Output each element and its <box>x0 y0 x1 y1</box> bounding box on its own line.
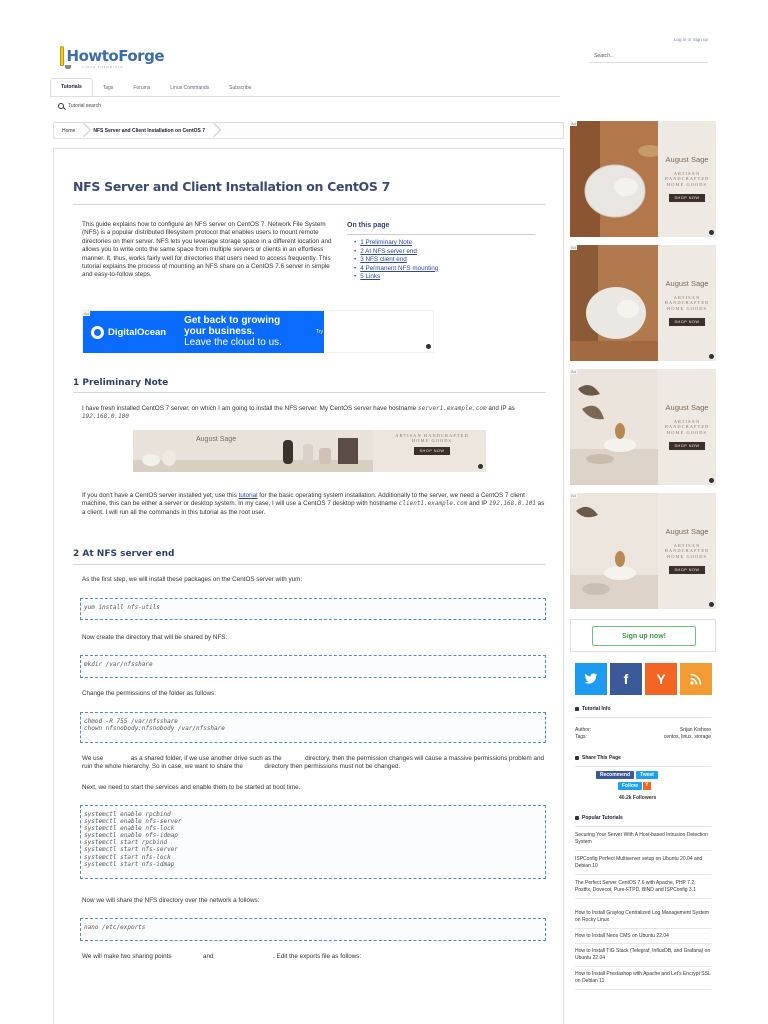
server-step-3-text: Change the permissions of the folder as follows: <box>82 690 217 697</box>
pin-icon <box>575 816 579 820</box>
ad-line-1: Get back to growing <box>184 315 281 326</box>
breadcrumb-home[interactable]: Home <box>54 128 85 134</box>
logo-tagline: LINUX TUTORIALS <box>82 65 124 69</box>
share-buttons <box>596 771 658 779</box>
ad-info-icon[interactable] <box>709 602 714 607</box>
text: If you don't have a CentOS server installed yet, use this <box>82 492 237 499</box>
text: and <box>202 953 214 960</box>
ad-try-button[interactable]: Try <box>316 311 324 353</box>
toc-link-preliminary-note[interactable]: 1 Preliminary Note <box>360 239 413 246</box>
popular-item[interactable]: How to Install Neos CMS on Ubuntu 22.04 <box>575 933 711 944</box>
ad-message <box>184 315 282 349</box>
sage-tagline: ARTISAN HANDCRAFTED HOME GOODS <box>664 295 710 311</box>
popular-item[interactable]: How to Install Prestashop with Apache and Let's Encrypt SSL on Debian 11 <box>575 971 711 990</box>
digitalocean-brand: DigitalOcean <box>108 326 167 338</box>
nav-divider <box>50 96 560 97</box>
ycombinator-button[interactable] <box>645 663 677 695</box>
product-photo <box>570 121 658 237</box>
panel-divider <box>575 766 711 767</box>
ad-info-icon[interactable] <box>426 344 431 349</box>
popular-item[interactable]: ISPConfig Perfect Multiserver setup on Ubuntu 20.04 and Debian 10 <box>575 856 711 875</box>
ad-info-icon[interactable] <box>478 464 483 469</box>
popular-heading <box>575 815 623 821</box>
followers-count: 40.2k Followers <box>619 795 657 801</box>
code-block-systemctl[interactable]: systemctl enable rpcbind systemctl enable nfs-server systemctl enable nfs-lock systemctl enable nfs-idmap systemctl start rpcbind systemctl start nfs-server systemctl start nfs-lock systemctl start nfs-idmap <box>80 805 546 879</box>
shop-now-button[interactable]: SHOP NOW <box>669 194 704 202</box>
ad-label: Ad <box>571 369 576 374</box>
tutorial-search-label: Tutorial search <box>68 103 101 109</box>
sage-brand-name: August Sage <box>665 155 709 164</box>
tab-tags[interactable]: Tags <box>102 85 114 91</box>
server-step-2-text: Now create the directory that will be shared by NFS: <box>82 634 228 641</box>
pin-icon <box>575 707 579 711</box>
shop-now-button[interactable]: SHOP NOW <box>669 442 704 450</box>
sage-banner-copy <box>393 433 471 455</box>
sage-brand-name: August Sage <box>665 527 709 536</box>
ad-info-icon[interactable] <box>709 230 714 235</box>
tutorial-info-heading <box>575 706 611 712</box>
search-icon <box>58 103 64 109</box>
author-label: Author: <box>575 727 592 733</box>
text: We will make two sharing points <box>82 953 172 960</box>
follow-row <box>618 782 651 790</box>
text: as a shared folder, if we use another drive such as the <box>130 755 282 762</box>
product-photo <box>570 369 658 485</box>
server-ip: 192.168.0.100 <box>82 413 129 421</box>
twitter-button[interactable] <box>575 663 607 695</box>
tab-subscribe[interactable]: Subscribe <box>229 85 252 91</box>
tags-value[interactable]: centos, linux, storage <box>663 734 711 740</box>
sage-brand-name: August Sage <box>665 403 709 412</box>
shop-now-button[interactable]: SHOP NOW <box>669 566 704 574</box>
product-photo <box>570 493 658 609</box>
toc-link-links[interactable]: 5 Links <box>360 273 381 281</box>
heading-nfs-server-end: 2 At NFS server end <box>73 549 175 559</box>
ad-info-icon[interactable] <box>709 354 714 359</box>
ad-banner[interactable] <box>83 311 316 353</box>
toc-title: On this page <box>347 222 390 229</box>
toc-link-nfs-server-end[interactable]: 2 At NFS server end <box>360 247 417 255</box>
preliminary-paragraph-1 <box>82 405 546 422</box>
tutorial-search-link[interactable] <box>58 103 101 109</box>
ad-label: Ad <box>84 311 89 316</box>
ad-line-3: Leave the cloud to us. <box>184 337 282 348</box>
ycombinator-icon[interactable]: Y <box>643 782 651 790</box>
code-block-mkdir[interactable]: mkdir /var/nfsshare <box>80 655 546 678</box>
code-block-exports[interactable]: nano /etc/exports <box>80 918 546 941</box>
server-step-4-text <box>82 755 546 772</box>
ad-label: Ad <box>571 493 576 498</box>
text: as a client. I will run all the commands in this tutorial as the root user. <box>82 500 545 516</box>
digitalocean-icon <box>91 326 104 339</box>
popular-title: Popular Tutorials <box>582 815 623 821</box>
digitalocean-ad[interactable] <box>82 310 434 353</box>
breadcrumb <box>53 122 564 139</box>
login-link[interactable]: Log in or Sign up <box>673 37 708 42</box>
tweet-button[interactable]: Tweet <box>636 771 658 779</box>
sidebar-ad-1[interactable] <box>570 121 716 237</box>
ad-copy <box>658 493 716 574</box>
ad-copy <box>658 245 716 326</box>
ad-info-icon[interactable] <box>709 478 714 483</box>
signup-button[interactable]: Sign up now! <box>592 626 696 646</box>
text: and IP as <box>488 405 515 412</box>
ad-copy <box>658 369 716 450</box>
toc-link-permanent-mounting[interactable]: 4 Permanent NFS mounting <box>360 264 439 272</box>
share-title: Share This Page <box>582 755 621 761</box>
text: for the basic operating system installation. Additionally to the server, we need a CentOS 7 client machine, this can be either a server or desktop system. In my case, I will use a CentOS 7 desktop with hostname <box>82 492 525 508</box>
rss-button[interactable] <box>680 663 712 695</box>
august-sage-banner-ad[interactable] <box>133 430 486 472</box>
section-divider <box>73 564 546 565</box>
social-links <box>575 663 712 695</box>
facebook-recommend-button[interactable]: Recommend <box>596 771 634 779</box>
server-step-7-text <box>82 953 361 961</box>
text: directory then permissions must not be changed. <box>264 763 401 771</box>
tags-label: Tags: <box>575 734 587 740</box>
toc-item[interactable] <box>354 248 438 257</box>
sage-tagline: ARTISAN HANDCRAFTED HOME GOODS <box>664 419 710 435</box>
toc-item[interactable] <box>354 239 438 248</box>
intro-paragraph: This guide explains how to configure an NFS server on CentOS 7. Network File System (NFS) is a popular distributed filesystem protocol that enables users to mount remote directories on their server. NFS lets you leverage storage space in a different location and allows you to write onto the same space from multiple servers or clients in an effortless manner. It, thus, works fairly well for directories that users need to access frequently. This tutorial explains the process of mounting an NFS share on a CentOS 7.6 server in simple and easy-to-follow steps. <box>82 221 332 279</box>
code-block-permissions[interactable]: chmod -R 755 /var/nfsshare chown nfsnobody:nfsnobody /var/nfsshare <box>80 712 546 743</box>
popular-item[interactable]: The Perfect Server CentOS 7.6 with Apache, PHP 7.2, Postfix, Dovecot, Pure-FTPD, BIND and ISPConfig 3.1 <box>575 880 711 899</box>
product-photo <box>570 245 658 361</box>
toc-divider <box>347 234 535 235</box>
text: We use <box>82 755 104 762</box>
table-of-contents <box>354 239 438 282</box>
share-heading <box>575 755 621 761</box>
text: . Edit the exports file as follows: <box>273 953 362 960</box>
follow-button[interactable]: Follow <box>618 782 642 790</box>
sidebar-ad-2[interactable] <box>570 245 716 361</box>
ad-line-2: your business. <box>184 326 255 337</box>
main-nav <box>50 79 261 97</box>
facebook-button[interactable] <box>610 663 642 695</box>
client-ip: 192.168.0.101 <box>488 500 536 508</box>
server-step-5-text: Next, we need to start the services and enable them to be started at boot time. <box>82 784 301 791</box>
title-divider <box>73 204 546 205</box>
preliminary-paragraph-2 <box>82 492 546 517</box>
toc-item[interactable] <box>354 265 438 274</box>
sidebar-ad-3[interactable] <box>570 369 716 485</box>
share-icon <box>575 756 579 760</box>
shop-now-button[interactable]: SHOP NOW <box>669 318 704 326</box>
sidebar-ad-4[interactable] <box>570 493 716 609</box>
sage-brand-name: August Sage <box>196 436 237 443</box>
site-logo[interactable] <box>60 44 164 68</box>
ad-label: Ad <box>571 121 576 126</box>
heading-preliminary-note: 1 Preliminary Note <box>73 378 169 388</box>
panel-divider <box>575 717 711 718</box>
search-input[interactable]: Search... <box>590 49 708 63</box>
digitalocean-logo <box>91 326 166 339</box>
client-hostname: client1.example.com <box>398 500 468 508</box>
sage-tagline: ARTISAN HANDCRAFTED HOME GOODS <box>395 433 469 444</box>
shop-now-button[interactable]: SHOP NOW <box>414 447 449 455</box>
author-name[interactable]: Srijan Kishore <box>679 727 711 733</box>
toc-link-nfs-client-end[interactable]: 3 NFS client end <box>360 256 407 264</box>
text: I have fresh installed CentOS 7 server, on which I am going to install the NFS server. My CentOS server have hostname <box>82 405 417 412</box>
sage-tagline: ARTISAN HANDCRAFTED HOME GOODS <box>664 543 710 559</box>
tutorial-link[interactable]: tutorial <box>238 492 258 499</box>
tab-linux-commands[interactable]: Linux Commands <box>170 85 210 91</box>
server-hostname: server1.example.com <box>418 405 487 412</box>
sage-tagline: ARTISAN HANDCRAFTED HOME GOODS <box>664 171 710 187</box>
ad-copy <box>658 121 716 202</box>
twitter-icon <box>584 673 598 685</box>
ad-label: Ad <box>571 245 576 250</box>
popular-item[interactable]: How to Install TIG Stack (Telegraf, InfluxDB, and Grafana) on Ubuntu 22.04 <box>575 948 711 967</box>
rss-icon <box>690 673 702 685</box>
panel-divider <box>575 826 711 827</box>
toc-item[interactable] <box>354 273 438 282</box>
sage-brand-name: August Sage <box>665 279 709 288</box>
popular-item[interactable]: How to Install Graylog Centralized Log Management System on Rocky Linux <box>575 910 711 929</box>
popular-item[interactable]: Securing Your Server With A Host-based Intrusion Detection System <box>575 832 711 851</box>
section-divider <box>73 392 546 393</box>
tags-row <box>575 733 711 741</box>
server-step-1-text: As the first step, we will install these packages on the CentOS server with yum: <box>82 576 303 583</box>
breadcrumb-current[interactable]: NFS Server and Client Installation on CentOS 7 <box>85 128 215 134</box>
logo-text: HowtoForge <box>66 47 164 65</box>
tab-tutorials[interactable]: Tutorials <box>50 78 93 97</box>
text: and IP <box>469 500 488 508</box>
toc-item[interactable] <box>354 256 438 265</box>
code-block-install[interactable]: yum install nfs-utils <box>80 598 546 620</box>
page-title: NFS Server and Client Installation on CentOS 7 <box>73 179 390 194</box>
ycombinator-icon: Y <box>656 671 666 687</box>
tab-forums[interactable]: Forums <box>133 85 151 91</box>
server-step-6-text: Now we will share the NFS directory over the network a follows: <box>82 897 260 904</box>
signup-panel <box>570 619 716 652</box>
text: directory, then the permission changes will cause a massive permissions problem and ruin the whole hierarchy. So in case, we want to share the <box>82 755 545 771</box>
facebook-icon: f <box>623 671 629 687</box>
lightbulb-icon <box>60 46 64 66</box>
tutorial-info-title: Tutorial Info <box>582 706 611 712</box>
